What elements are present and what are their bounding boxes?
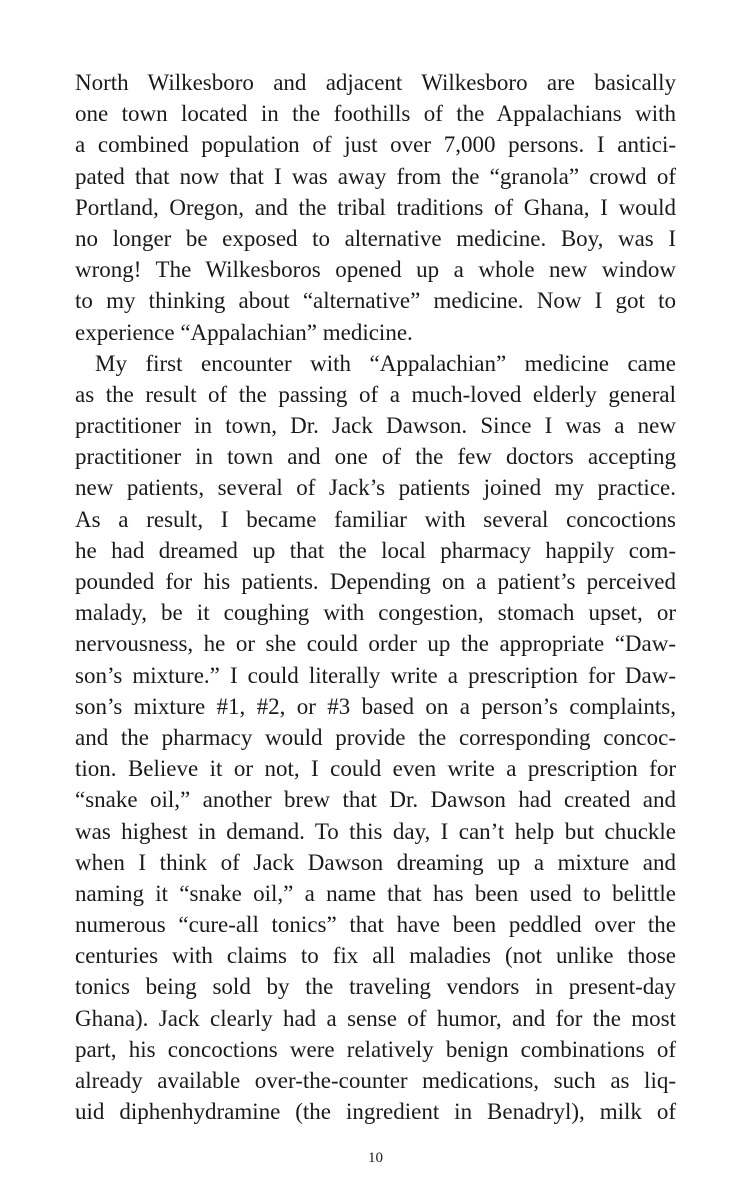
text-line: one town located in the foothills of the Appalachians with: [75, 101, 676, 127]
text-line: numerous “cure-all tonics” that have been peddled over the: [75, 912, 676, 938]
text-line: wrong! The Wilkesboros opened up a whole new window: [75, 257, 676, 283]
body-text: [75, 67, 676, 1127]
text-line: pated that now that I was away from the “granola” crowd of: [75, 163, 676, 189]
text-line: naming it “snake oil,” a name that has been used to belittle: [75, 880, 676, 906]
text-line: and the pharmacy would provide the corresponding concoc-: [75, 724, 676, 750]
text-line: as the result of the passing of a much-loved elderly general: [75, 381, 676, 407]
text-line: new patients, several of Jack’s patients joined my practice.: [75, 475, 676, 501]
text-line: malady, be it coughing with congestion, stomach upset, or: [75, 600, 676, 626]
text-line: pounded for his patients. Depending on a patient’s perceived: [75, 569, 676, 594]
text-line: tonics being sold by the traveling vendors in present-day: [75, 974, 676, 1000]
text-line: was highest in demand. To this day, I can’t help but chuckle: [75, 818, 676, 844]
text-line: uid diphenhydramine (the ingredient in Benadryl), milk of: [75, 1099, 676, 1125]
text-line: practitioner in town, Dr. Jack Dawson. Since I was a new: [75, 413, 676, 439]
text-line: experience “Appalachian” medicine.: [75, 319, 413, 345]
text-line: no longer be exposed to alternative medicine. Boy, was I: [75, 225, 676, 251]
text-line: when I think of Jack Dawson dreaming up a mixture and: [75, 849, 676, 875]
text-line: Ghana). Jack clearly had a sense of humor, and for the most: [75, 1005, 676, 1031]
text-line: My first encounter with “Appalachian” medicine came: [95, 350, 676, 376]
text-line: already available over-the-counter medications, such as liq-: [75, 1068, 676, 1093]
text-line: son’s mixture #1, #2, or #3 based on a person’s complaints,: [75, 693, 676, 719]
paragraph-1: [75, 67, 676, 348]
page-number: 10: [368, 1150, 383, 1166]
text-line: North Wilkesboro and adjacent Wilkesboro are basically: [75, 70, 676, 95]
paragraph-2: [75, 348, 676, 1128]
text-line: As a result, I became familiar with several concoctions: [75, 506, 676, 532]
text-line: centuries with claims to fix all maladies (not unlike those: [75, 943, 676, 969]
text-line: part, his concoctions were relatively benign combinations of: [75, 1036, 676, 1062]
text-line: to my thinking about “alternative” medicine. Now I got to: [75, 288, 676, 314]
text-line: Portland, Oregon, and the tribal traditions of Ghana, I would: [75, 194, 676, 220]
text-line: son’s mixture.” I could literally write a prescription for Daw-: [75, 662, 676, 688]
text-line: he had dreamed up that the local pharmacy happily com-: [75, 537, 676, 563]
text-line: nervousness, he or she could order up the appropriate “Daw-: [75, 631, 676, 657]
text-line: tion. Believe it or not, I could even write a prescription for: [75, 756, 676, 782]
text-line: “snake oil,” another brew that Dr. Dawson had created and: [75, 787, 676, 813]
text-line: practitioner in town and one of the few doctors accepting: [75, 444, 676, 470]
text-line: a combined population of just over 7,000 persons. I antici-: [75, 132, 676, 158]
